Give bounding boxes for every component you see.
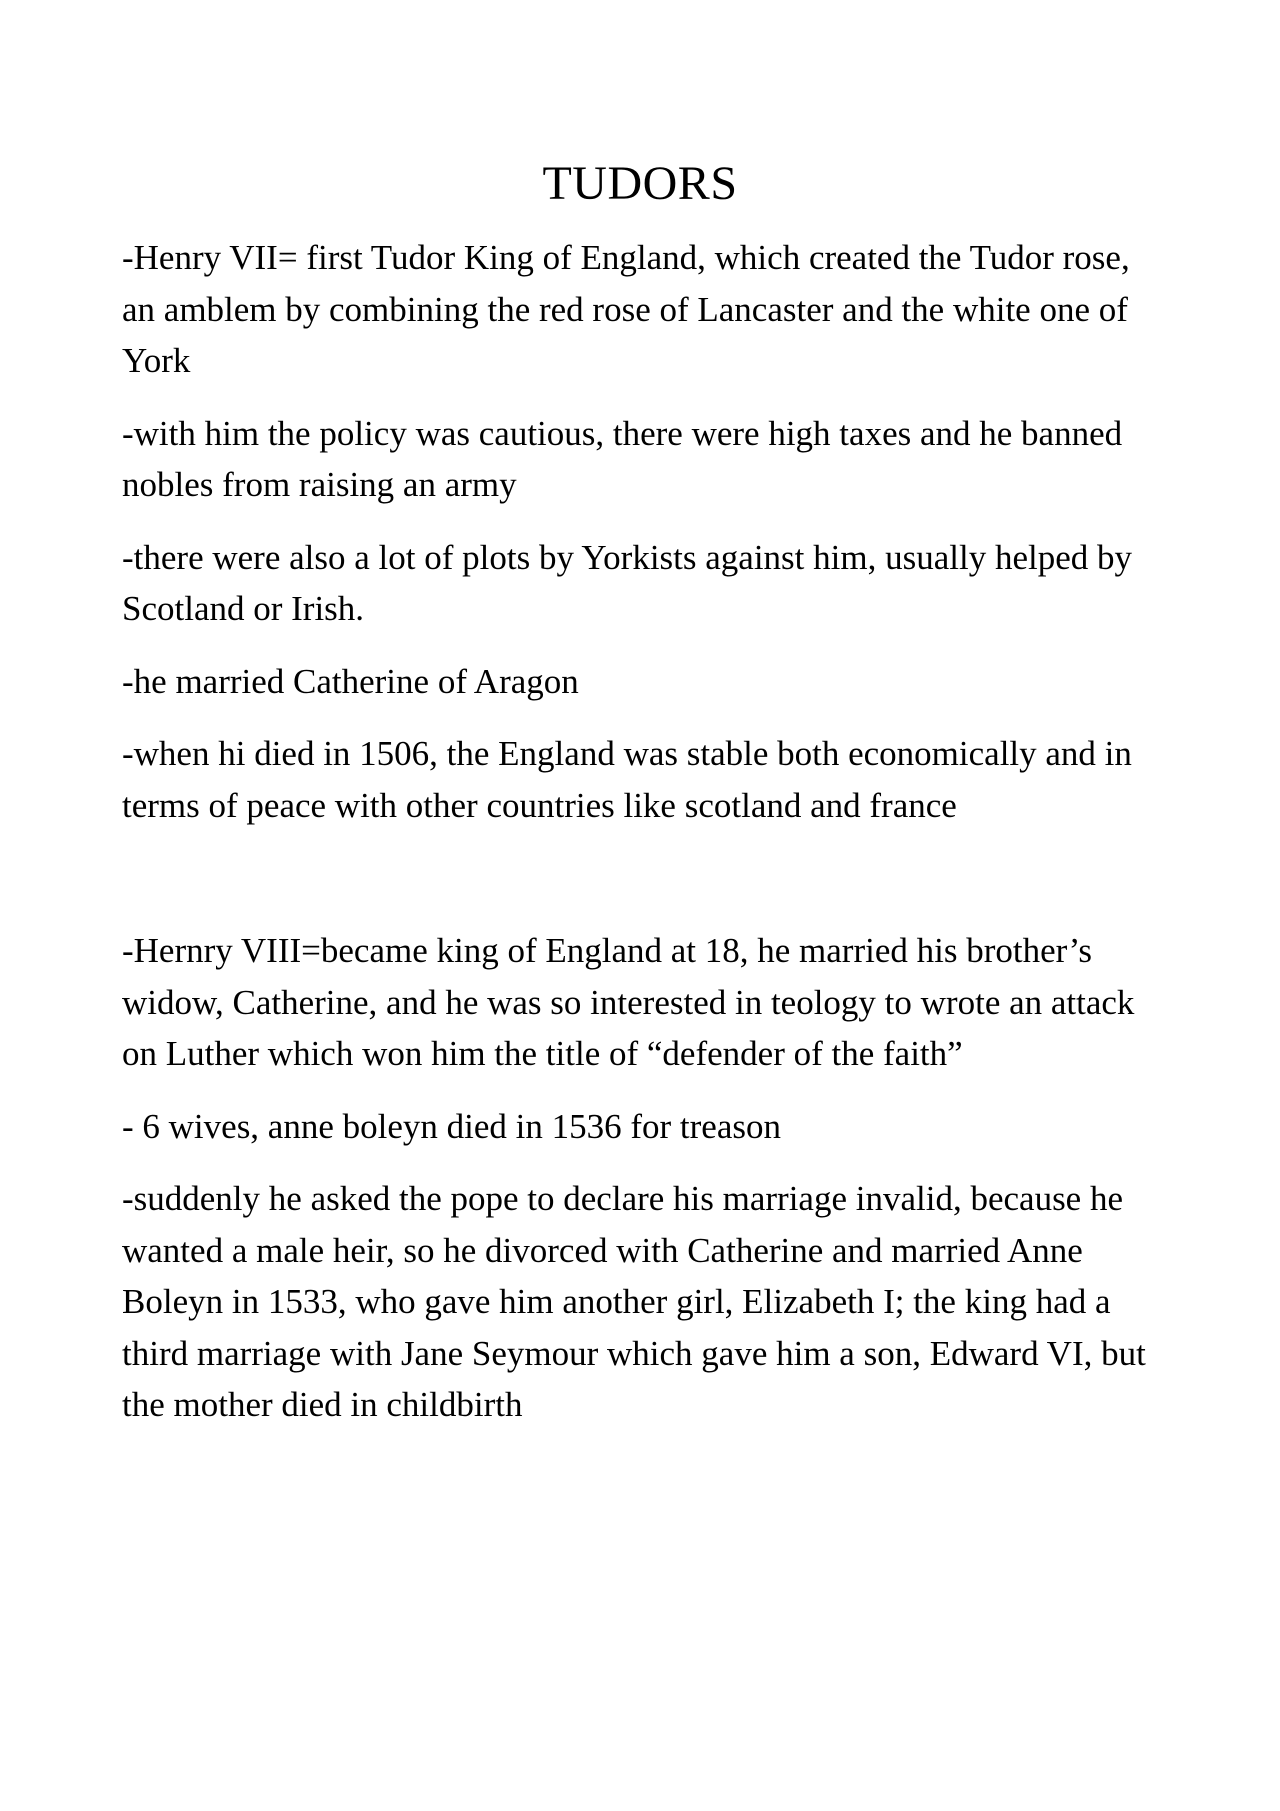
paragraph-policy: -with him the policy was cautious, there were high taxes and he banned nobles from raising an army — [122, 413, 1123, 504]
paragraph-henry-vii: -Henry VII= first Tudor King of England, which created the Tudor rose, an amblem by combining the red rose of Lancaster and the white one of York — [122, 238, 1130, 380]
paragraph-plots: -there were also a lot of plots by Yorkists against him, usually helped by Scotland or Irish. — [122, 537, 1132, 628]
document-title: TUDORS — [542, 157, 738, 210]
paragraph-divorce: -suddenly he asked the pope to declare his marriage invalid, because he wanted a male heir, so he divorced with Catherine and married Anne Boleyn in 1533, who gave him another girl, Elizabeth I; the king had a third marriage with Jane Seymour which gave him a son, Edward VI, but the mother died in childbirth — [122, 1179, 1146, 1424]
paragraph-death: -when hi died in 1506, the England was stable both economically and in terms of peace with other countries like scotland and france — [122, 734, 1132, 825]
paragraph-marriage: -he married Catherine of Aragon — [122, 661, 579, 701]
paragraph-wives: - 6 wives, anne boleyn died in 1536 for treason — [122, 1106, 782, 1146]
paragraph-henry-viii: -Hernry VIII=became king of England at 18, he married his brother’s widow, Catherine, and he was so interested in teology to wrote an attack on Luther which won him the title of “defender of the faith” — [122, 931, 1135, 1073]
